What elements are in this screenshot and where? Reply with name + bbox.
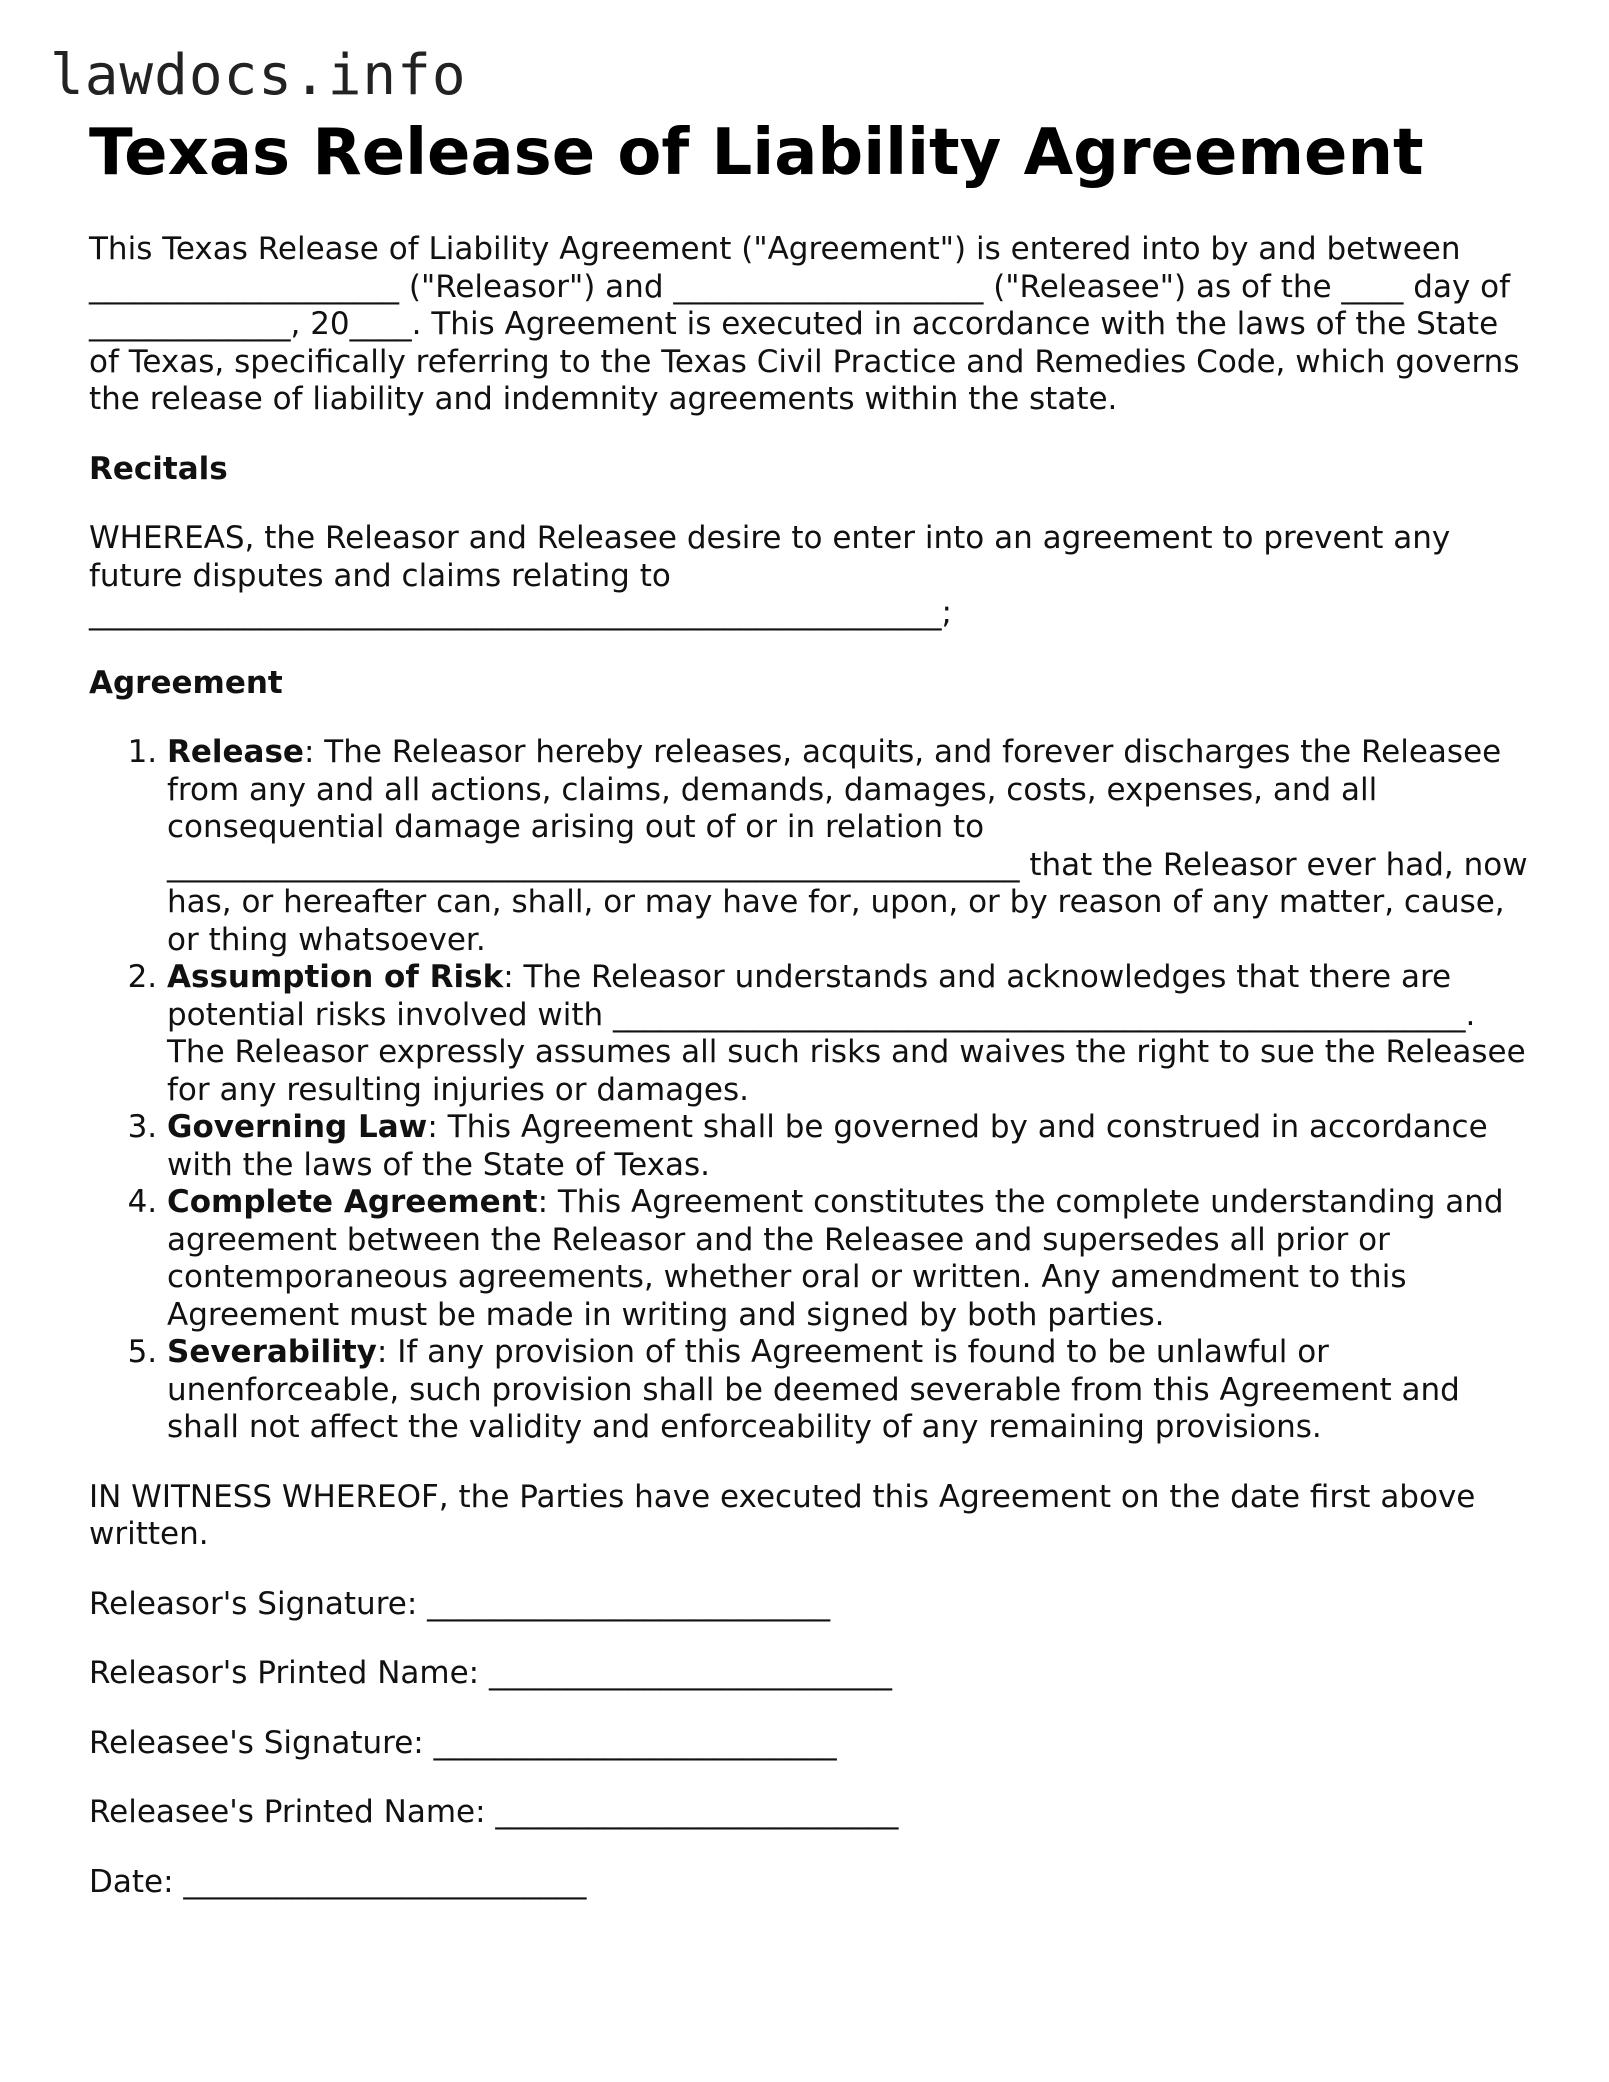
clause-term: Complete Agreement [167,1184,538,1221]
clause-text: : This Agreement constitutes the complete understanding and agreement between the Releasor and the Releasee and supersedes all prior or contemporaneous agreements, whether oral or written. Any amendment to this Agreement must be made in writing and signed by both parties. [167,1184,1504,1333]
clause-term: Governing Law [167,1109,428,1146]
recitals-heading: Recitals [89,450,228,487]
clause-term: Release [167,734,304,771]
document-page [89,118,1529,1901]
clause-text: : The Releasor hereby releases, acquits, and forever discharges the Releasee from any and all actions, claims, demands, damages, costs, expenses, and all consequential damage arising out of or in relation to _______________________________________________________ that the Releasor ever had, now has, or hereafter can, shall, or may have for, upon, or by reason of any matter, cause, or thing whatsoever. [167,734,1528,958]
clause-release [167,734,1529,959]
witness-paragraph: IN WITNESS WHEREOF, the Parties have executed this Agreement on the date first above written. [89,1478,1476,1553]
clause-assumption-of-risk [167,959,1529,1109]
releasor-printed-name-line: Releasor's Printed Name: __________________________ [89,1655,892,1692]
agreement-clauses-list [89,734,1529,1447]
clause-complete-agreement [167,1184,1529,1334]
document-title: Texas Release of Liability Agreement [89,116,1424,190]
clause-text: : If any provision of this Agreement is found to be unlawful or unenforceable, such provision shall be deemed severable from this Agreement and shall not affect the validity and enforceability of any remaining provisions. [167,1334,1460,1446]
date-line: Date: __________________________ [89,1863,587,1900]
clause-severability [167,1334,1529,1447]
clause-term: Assumption of Risk [167,959,504,996]
clause-text: : This Agreement shall be governed by and construed in accordance with the laws of the State of Texas. [167,1109,1488,1183]
site-watermark: lawdocs.info [50,43,467,108]
releasor-signature-line: Releasor's Signature: __________________________ [89,1585,831,1622]
clause-term: Severability [167,1334,377,1371]
clause-governing-law [167,1109,1529,1184]
releasee-printed-name-line: Releasee's Printed Name: __________________________ [89,1794,899,1831]
intro-paragraph: This Texas Release of Liability Agreement ("Agreement") is entered into by and between ____________________ ("Releasor") and ____________________ ("Releasee") as of the ____ day of _____________, 20____. This Agreement is executed in accordance with the laws of the State of Texas, specifically referring to the Texas Civil Practice and Remedies Code, which governs the release of liability and indemnity agreements within the state. [89,231,1520,418]
clause-text: : The Releasor understands and acknowledges that there are potential risks involved with _______________________________________________________. The Releasor expressly assumes all such risks and waives the right to sue the Releasee for any resulting injuries or damages. [167,959,1526,1108]
releasee-signature-line: Releasee's Signature: __________________________ [89,1724,837,1761]
agreement-heading: Agreement [89,664,283,701]
recitals-paragraph: WHEREAS, the Releasor and Releasee desire to enter into an agreement to prevent any future disputes and claims relating to _______________________________________________________; [89,520,1451,632]
